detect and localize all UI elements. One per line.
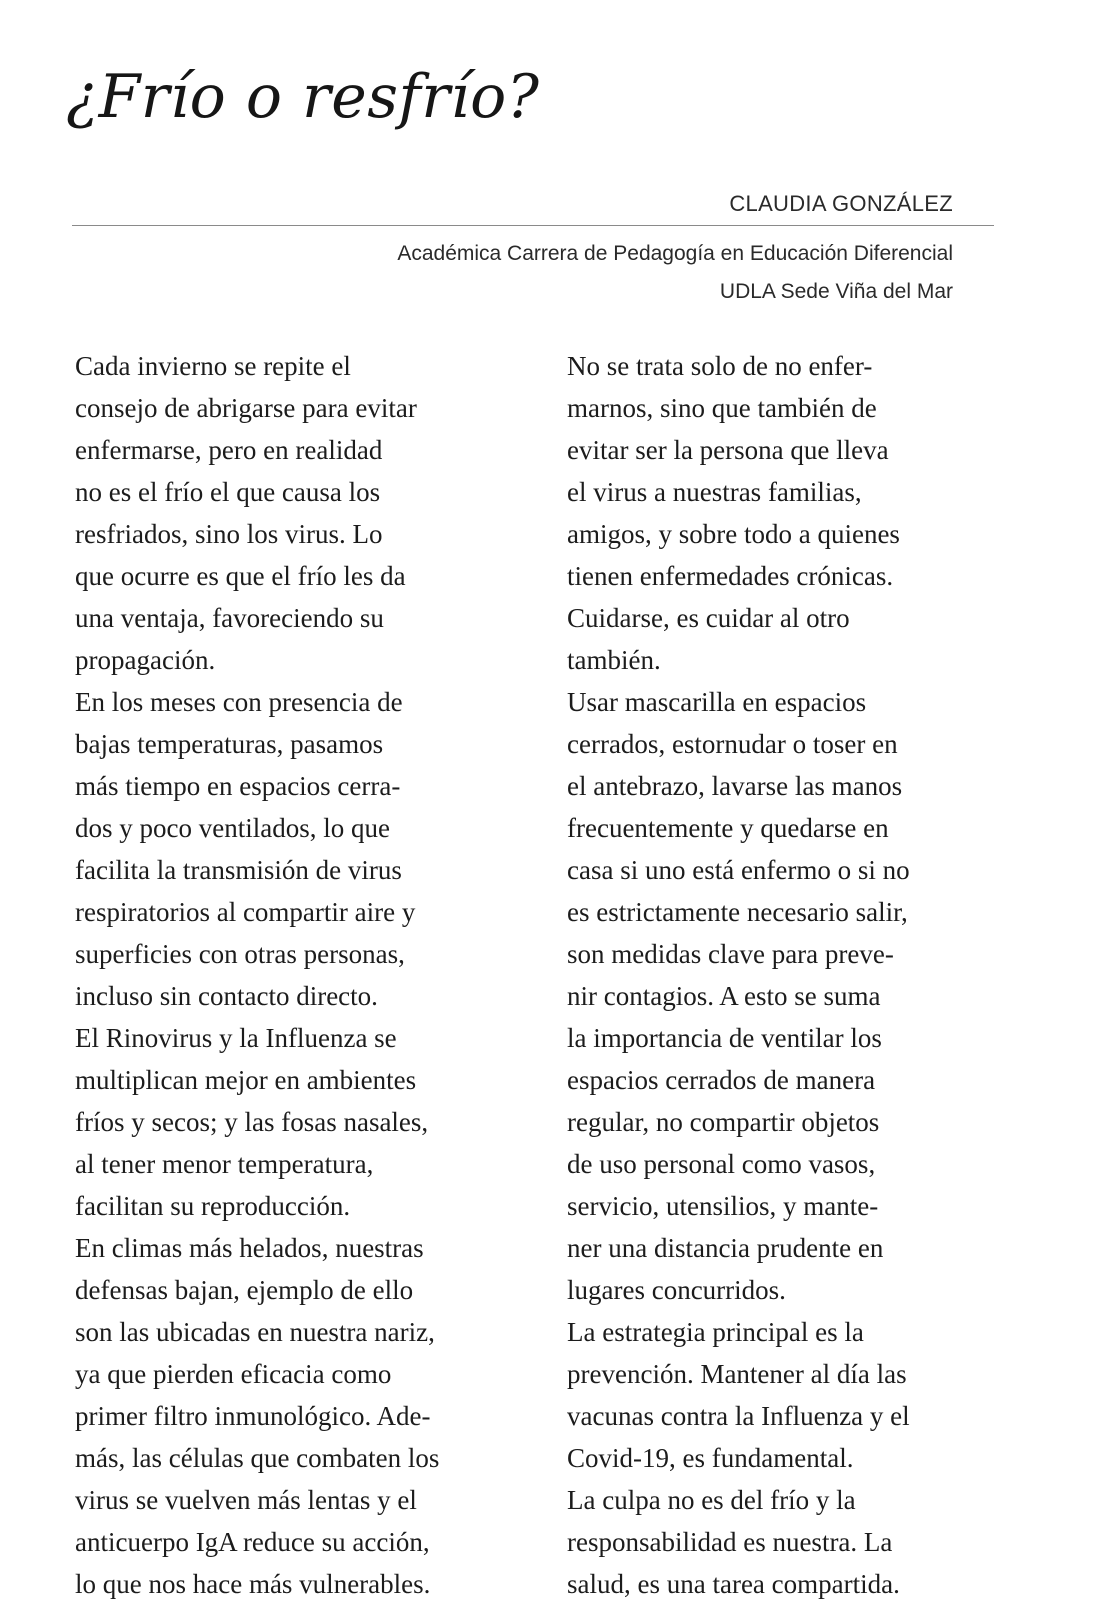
text-line: de uso personal como vasos, bbox=[567, 1149, 876, 1179]
text-line: La estrategia principal es la bbox=[567, 1317, 864, 1347]
text-line: propagación. bbox=[75, 645, 216, 675]
text-line: anticuerpo IgA reduce su acción, bbox=[75, 1527, 430, 1557]
text-line: defensas bajan, ejemplo de ello bbox=[75, 1275, 414, 1305]
text-line: facilitan su reproducción. bbox=[75, 1191, 351, 1221]
text-line: virus se vuelven más lentas y el bbox=[75, 1485, 417, 1515]
text-line: espacios cerrados de manera bbox=[567, 1065, 876, 1095]
text-line: lugares concurridos. bbox=[567, 1275, 786, 1305]
divider-line bbox=[72, 225, 994, 226]
text-line: una ventaja, favoreciendo su bbox=[75, 603, 384, 633]
text-line: Cuidarse, es cuidar al otro bbox=[567, 603, 850, 633]
text-line: la importancia de ventilar los bbox=[567, 1023, 882, 1053]
affiliation-line: Académica Carrera de Pedagogía en Educación Diferencial bbox=[397, 242, 953, 265]
text-line: facilita la transmisión de virus bbox=[75, 855, 402, 885]
text-line: resfriados, sino los virus. Lo bbox=[75, 519, 383, 549]
text-line: Covid-19, es fundamental. bbox=[567, 1443, 854, 1473]
text-line: el virus a nuestras familias, bbox=[567, 477, 862, 507]
text-line: En los meses con presencia de bbox=[75, 687, 403, 717]
text-line: tienen enfermedades crónicas. bbox=[567, 561, 894, 591]
text-line: al tener menor temperatura, bbox=[75, 1149, 374, 1179]
text-line: bajas temperaturas, pasamos bbox=[75, 729, 384, 759]
text-line: consejo de abrigarse para evitar bbox=[75, 393, 417, 423]
text-line: enfermarse, pero en realidad bbox=[75, 435, 383, 465]
text-line: casa si uno está enfermo o si no bbox=[567, 855, 910, 885]
text-line: respiratorios al compartir aire y bbox=[75, 897, 416, 927]
text-line: En climas más helados, nuestras bbox=[75, 1233, 424, 1263]
body-column-left bbox=[75, 345, 515, 1605]
text-line: más tiempo en espacios cerra- bbox=[75, 771, 401, 801]
text-line: prevención. Mantener al día las bbox=[567, 1359, 907, 1389]
text-line: que ocurre es que el frío les da bbox=[75, 561, 406, 591]
text-line: vacunas contra la Influenza y el bbox=[567, 1401, 910, 1431]
text-line: La culpa no es del frío y la bbox=[567, 1485, 856, 1515]
text-line: responsabilidad es nuestra. La bbox=[567, 1527, 893, 1557]
author-affiliation bbox=[397, 235, 953, 311]
text-line: dos y poco ventilados, lo que bbox=[75, 813, 390, 843]
text-line: salud, es una tarea compartida. bbox=[567, 1569, 900, 1599]
text-line: Cada invierno se repite el bbox=[75, 351, 351, 381]
text-line: primer filtro inmunológico. Ade- bbox=[75, 1401, 431, 1431]
text-line: marnos, sino que también de bbox=[567, 393, 877, 423]
text-line: ner una distancia prudente en bbox=[567, 1233, 884, 1263]
text-line: ya que pierden eficacia como bbox=[75, 1359, 392, 1389]
text-line: superficies con otras personas, bbox=[75, 939, 405, 969]
text-line: incluso sin contacto directo. bbox=[75, 981, 378, 1011]
text-line: el antebrazo, lavarse las manos bbox=[567, 771, 903, 801]
text-line: es estrictamente necesario salir, bbox=[567, 897, 908, 927]
text-line: amigos, y sobre todo a quienes bbox=[567, 519, 900, 549]
text-line: No se trata solo de no enfer- bbox=[567, 351, 873, 381]
body-column-right bbox=[567, 345, 1007, 1605]
text-line: Usar mascarilla en espacios bbox=[567, 687, 867, 717]
text-line: cerrados, estornudar o toser en bbox=[567, 729, 898, 759]
text-line: son las ubicadas en nuestra nariz, bbox=[75, 1317, 435, 1347]
text-line: también. bbox=[567, 645, 661, 675]
text-line: son medidas clave para preve- bbox=[567, 939, 894, 969]
author-name: CLAUDIA GONZÁLEZ bbox=[729, 191, 953, 216]
text-line: multiplican mejor en ambientes bbox=[75, 1065, 417, 1095]
text-line: El Rinovirus y la Influenza se bbox=[75, 1023, 397, 1053]
text-line: no es el frío el que causa los bbox=[75, 477, 381, 507]
text-line: frecuentemente y quedarse en bbox=[567, 813, 889, 843]
affiliation-line: UDLA Sede Viña del Mar bbox=[719, 280, 953, 303]
article-title: ¿Frío o resfrío? bbox=[66, 62, 540, 132]
text-line: nir contagios. A esto se suma bbox=[567, 981, 881, 1011]
text-line: lo que nos hace más vulnerables. bbox=[75, 1569, 431, 1599]
text-line: fríos y secos; y las fosas nasales, bbox=[75, 1107, 429, 1137]
text-line: más, las células que combaten los bbox=[75, 1443, 440, 1473]
text-line: regular, no compartir objetos bbox=[567, 1107, 880, 1137]
text-line: servicio, utensilios, y mante- bbox=[567, 1191, 879, 1221]
text-line: evitar ser la persona que lleva bbox=[567, 435, 889, 465]
